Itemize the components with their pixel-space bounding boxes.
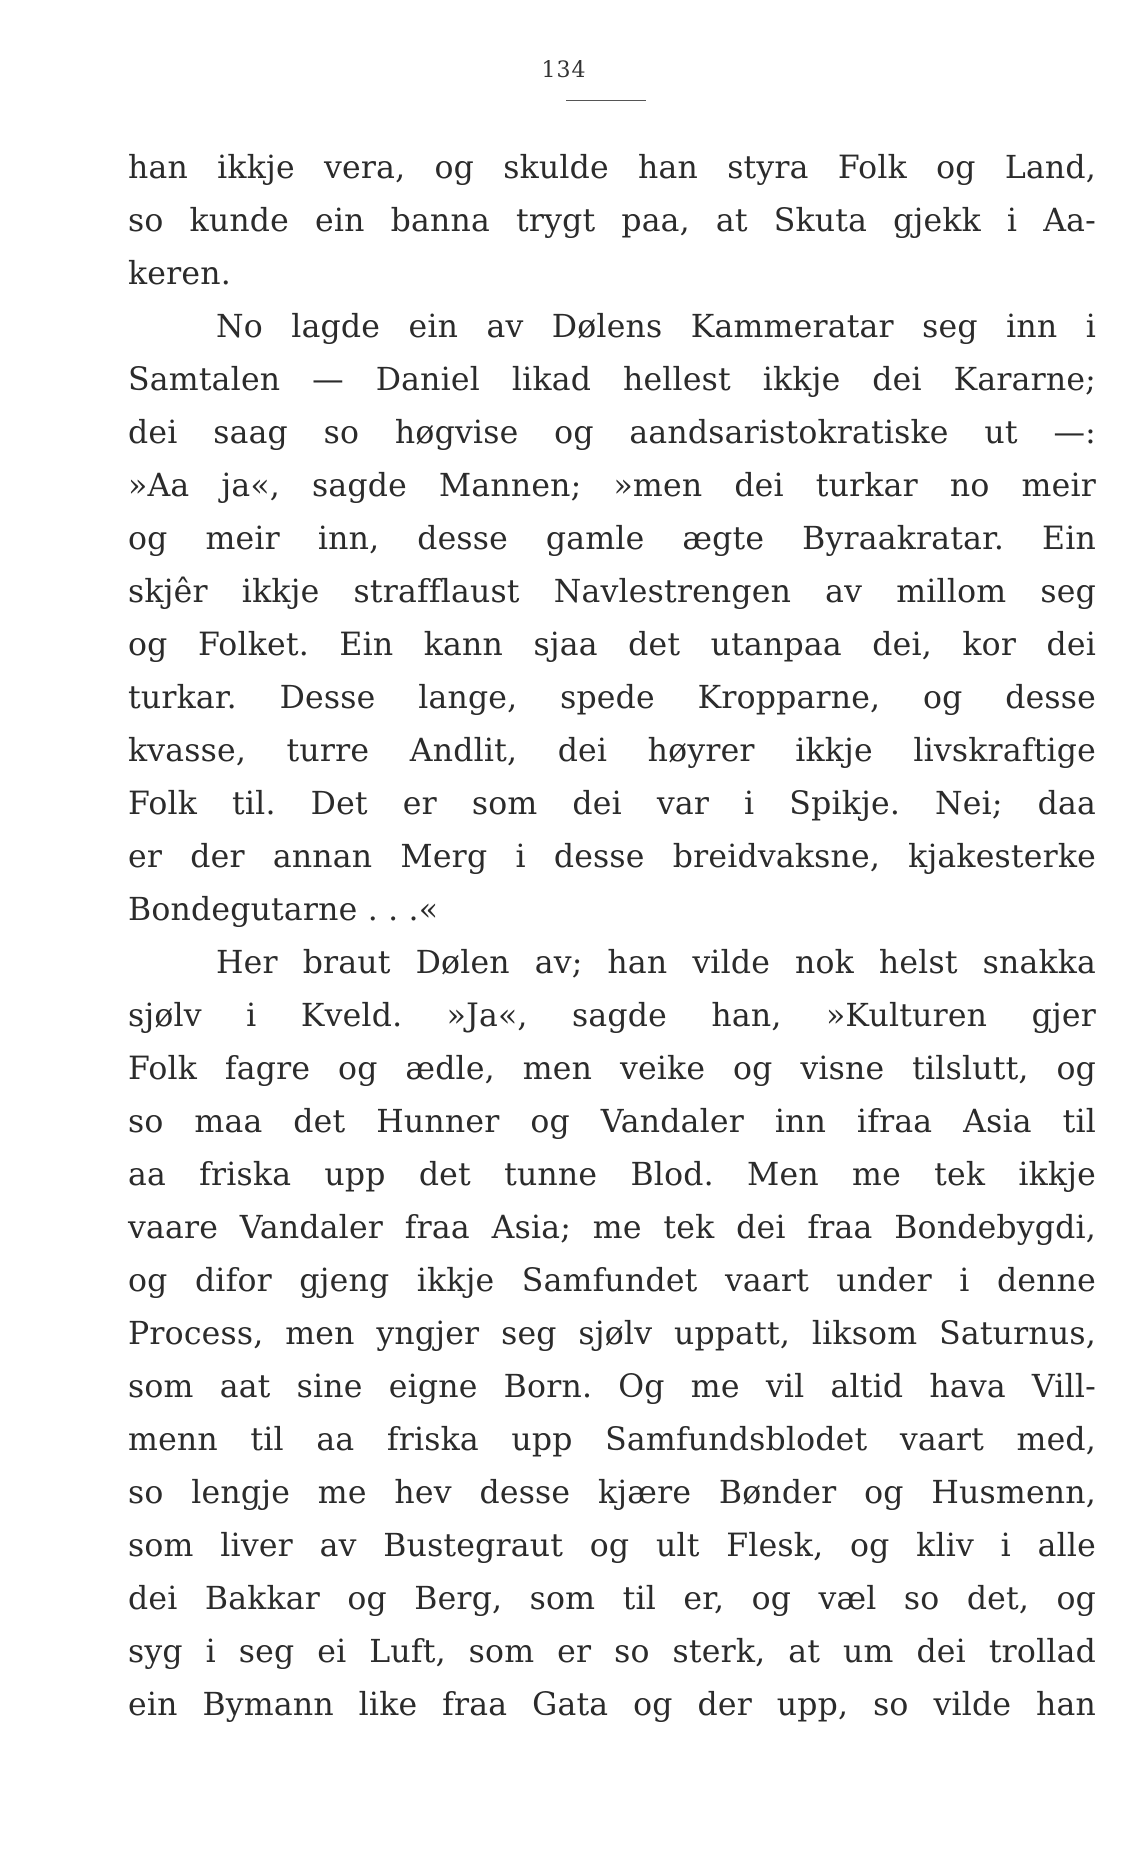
text-line: aa friska upp det tunne Blod. Men me tek ikkje	[128, 1157, 1096, 1193]
text-line: Her braut Dølen av; han vilde nok helst snakka	[216, 945, 1096, 981]
text-line: Folk fagre og ædle, men veike og visne tilslutt, og	[128, 1051, 1096, 1087]
text-line: Samtalen — Daniel likad hellest ikkje dei Kararne;	[128, 362, 1096, 398]
text-line: syg i seg ei Luft, som er so sterk, at um dei trollad	[128, 1634, 1096, 1670]
text-line: som aat sine eigne Born. Og me vil altid hava Vill-	[128, 1369, 1096, 1405]
text-line: og meir inn, desse gamle ægte Byraakratar. Ein	[128, 521, 1096, 557]
text-line: keren.	[128, 256, 231, 292]
text-line: turkar. Desse lange, spede Kropparne, og desse	[128, 680, 1096, 716]
text-line: Folk til. Det er som dei var i Spikje. Nei; daa	[128, 786, 1096, 822]
text-line: han ikkje vera, og skulde han styra Folk og Land,	[128, 150, 1096, 186]
page-number-rule	[566, 100, 646, 101]
text-line: Process, men yngjer seg sjølv uppatt, liksom Saturnus,	[128, 1316, 1096, 1352]
text-line: ein Bymann like fraa Gata og der upp, so vilde han	[128, 1687, 1096, 1723]
text-line: dei saag so høgvise og aandsaristokratiske ut —:	[128, 415, 1096, 451]
text-line: dei Bakkar og Berg, som til er, og væl so det, og	[128, 1581, 1096, 1617]
text-line: og Folket. Ein kann sjaa det utanpaa dei, kor dei	[128, 627, 1096, 663]
body-text	[128, 142, 1096, 1732]
text-line: so maa det Hunner og Vandaler inn ifraa Asia til	[128, 1104, 1096, 1140]
text-line: sjølv i Kveld. »Ja«, sagde han, »Kulturen gjer	[128, 998, 1096, 1034]
text-line: so lengje me hev desse kjære Bønder og Husmenn,	[128, 1475, 1096, 1511]
text-line: og difor gjeng ikkje Samfundet vaart under i denne	[128, 1263, 1096, 1299]
text-line: »Aa ja«, sagde Mannen; »men dei turkar no meir	[128, 468, 1096, 504]
text-line: Bondegutarne . . .«	[128, 892, 439, 928]
text-line: No lagde ein av Dølens Kammeratar seg inn i	[216, 309, 1096, 345]
text-line: menn til aa friska upp Samfundsblodet vaart med,	[128, 1422, 1096, 1458]
text-line: kvasse, turre Andlit, dei høyrer ikkje livskraftige	[128, 733, 1096, 769]
text-line: skjêr ikkje strafflaust Navlestrengen av millom seg	[128, 574, 1096, 610]
text-line: er der annan Merg i desse breidvaksne, kjakesterke	[128, 839, 1096, 875]
text-line: vaare Vandaler fraa Asia; me tek dei fraa Bondebygdi,	[128, 1210, 1096, 1246]
text-line: som liver av Bustegraut og ult Flesk, og kliv i alle	[128, 1528, 1096, 1564]
page-number: 134	[541, 58, 587, 83]
text-line: so kunde ein banna trygt paa, at Skuta gjekk i Aa-	[128, 203, 1096, 239]
